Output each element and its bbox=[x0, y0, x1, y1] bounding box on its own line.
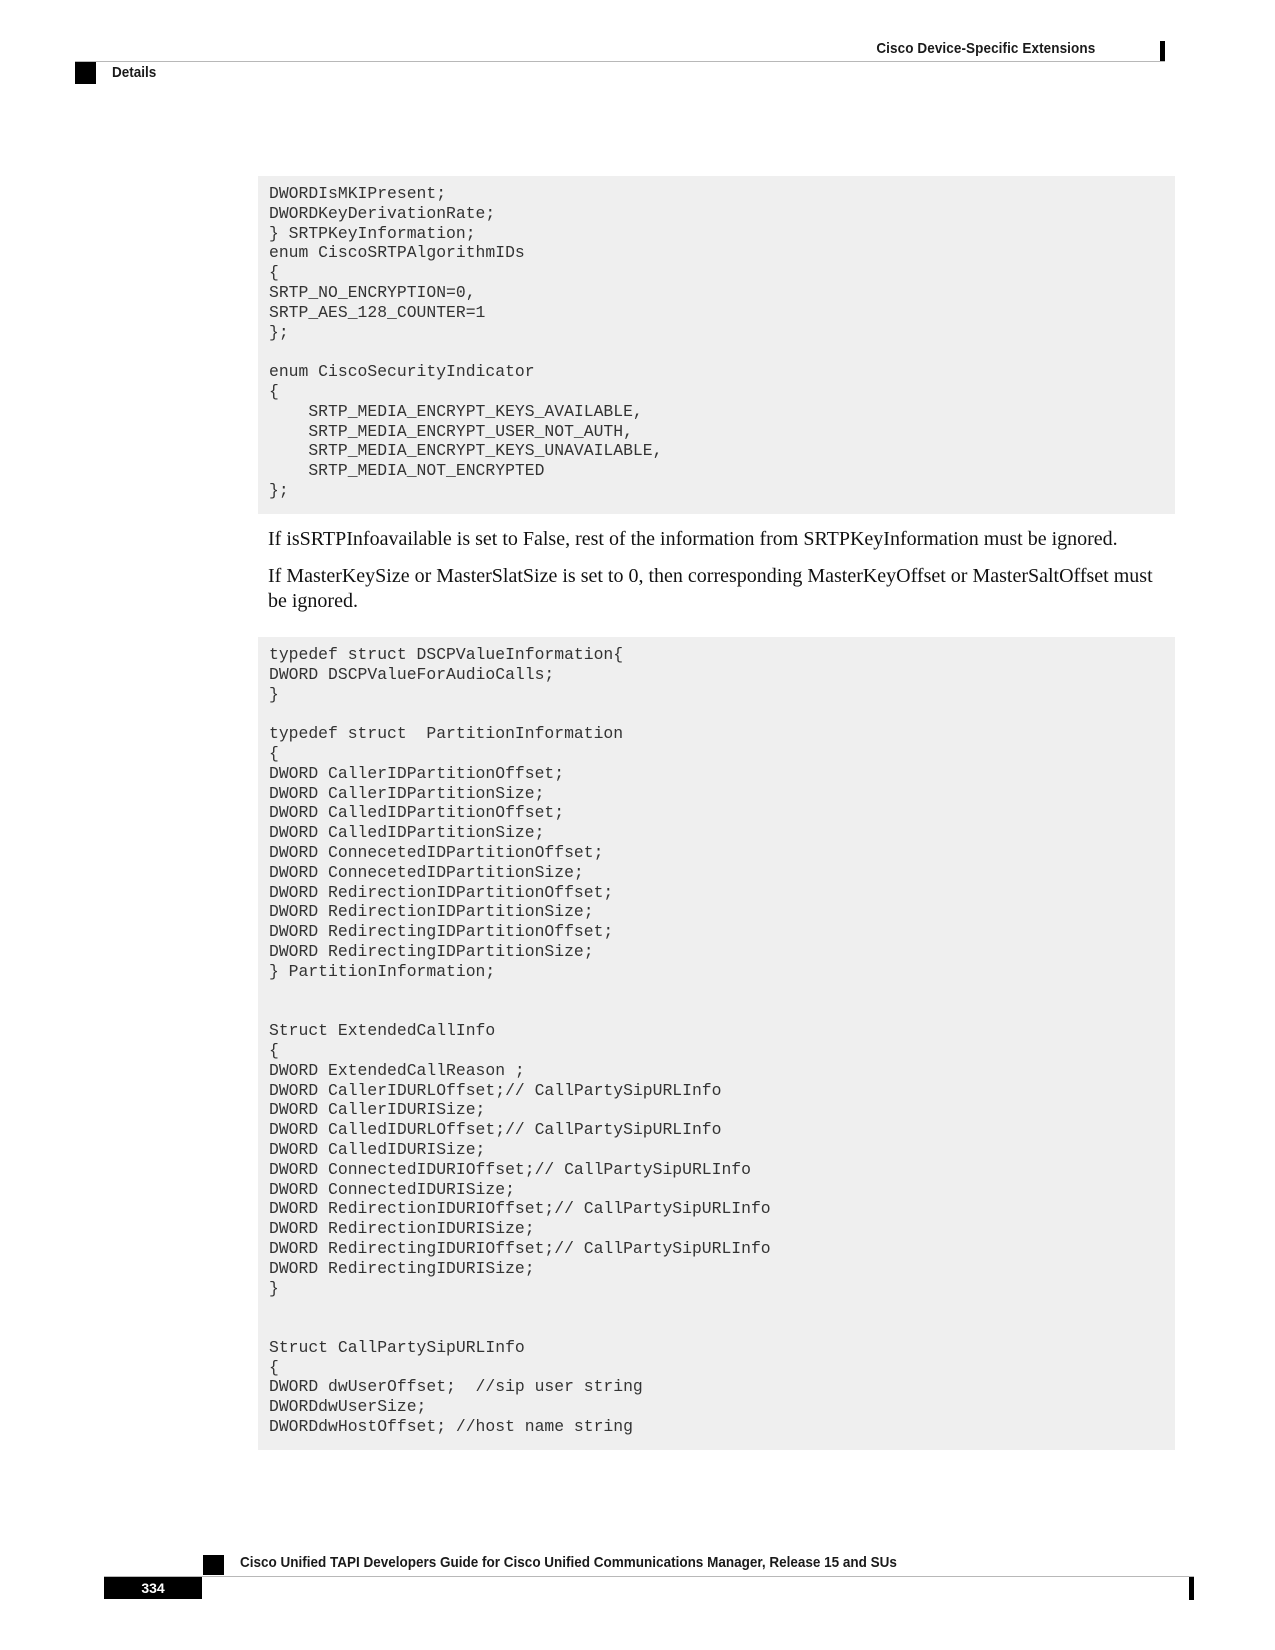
code-block-srtp bbox=[258, 176, 1175, 514]
code-line: DWORDdwUserSize; bbox=[269, 1397, 427, 1417]
code-line: } bbox=[269, 684, 279, 704]
code-line: typedef struct DSCPValueInformation{ bbox=[269, 645, 624, 664]
code-line: SRTP_MEDIA_NOT_ENCRYPTED bbox=[269, 461, 545, 481]
code-line: DWORD CallerIDURLOffset;// CallPartySipURLInfo bbox=[269, 1080, 722, 1100]
code-line: SRTP_MEDIA_ENCRYPT_KEYS_AVAILABLE, bbox=[269, 401, 643, 421]
code-line: SRTP_NO_ENCRYPTION=0, bbox=[269, 282, 476, 302]
code-line: Struct CallPartySipURLInfo bbox=[269, 1337, 525, 1357]
header-bar-marker bbox=[1160, 41, 1165, 61]
code-line: }; bbox=[269, 322, 289, 342]
code-line bbox=[269, 704, 1164, 724]
code-line: typedef struct PartitionInformation bbox=[269, 724, 624, 744]
code-line: DWORD RedirectingIDURISize; bbox=[269, 1258, 535, 1278]
code-block-structs bbox=[258, 637, 1175, 1450]
code-line: SRTP_MEDIA_ENCRYPT_KEYS_UNAVAILABLE, bbox=[269, 441, 663, 461]
code-line bbox=[269, 982, 1164, 1002]
footer-marker bbox=[203, 1555, 224, 1575]
footer-divider bbox=[104, 1576, 1194, 1577]
code-line: DWORD ConnecetedIDPartitionOffset; bbox=[269, 842, 604, 862]
code-line: DWORD CalledIDPartitionOffset; bbox=[269, 803, 565, 823]
code-line: } SRTPKeyInformation; bbox=[269, 223, 476, 243]
chapter-title: Cisco Device-Specific Extensions bbox=[876, 40, 1095, 57]
code-line: DWORD CallerIDPartitionOffset; bbox=[269, 763, 565, 783]
code-line bbox=[269, 1318, 1164, 1338]
code-line: DWORD DSCPValueForAudioCalls; bbox=[269, 664, 555, 684]
code-line bbox=[269, 1298, 1164, 1318]
code-line: { bbox=[269, 263, 279, 283]
code-line: DWORD ConnectedIDURIOffset;// CallPartySipURLInfo bbox=[269, 1159, 751, 1179]
code-line: { bbox=[269, 381, 279, 401]
code-line: DWORD ExtendedCallReason ; bbox=[269, 1060, 525, 1080]
code-line: DWORD RedirectingIDPartitionSize; bbox=[269, 941, 594, 961]
footer-bar-marker bbox=[1189, 1577, 1194, 1600]
code-line: SRTP_AES_128_COUNTER=1 bbox=[269, 302, 486, 322]
code-line: DWORD RedirectingIDURIOffset;// CallPartySipURLInfo bbox=[269, 1238, 771, 1258]
code-line: enum CiscoSecurityIndicator bbox=[269, 362, 535, 382]
section-title: Details bbox=[112, 64, 157, 81]
code-line: DWORD CallerIDURISize; bbox=[269, 1100, 486, 1120]
code-line: DWORD ConnectedIDURISize; bbox=[269, 1179, 515, 1199]
code-line bbox=[269, 342, 1164, 362]
code-line: DWORD dwUserOffset; //sip user string bbox=[269, 1377, 643, 1397]
code-line: DWORD CalledIDPartitionSize; bbox=[269, 823, 545, 843]
code-line: } PartitionInformation; bbox=[269, 961, 496, 981]
code-line: { bbox=[269, 1357, 279, 1377]
code-line: DWORD CalledIDURISize; bbox=[269, 1139, 486, 1159]
section-marker bbox=[75, 62, 96, 84]
page-number: 334 bbox=[104, 1577, 202, 1599]
code-line: { bbox=[269, 743, 279, 763]
code-line: DWORD RedirectionIDPartitionOffset; bbox=[269, 882, 614, 902]
code-line: SRTP_MEDIA_ENCRYPT_USER_NOT_AUTH, bbox=[269, 421, 633, 441]
code-line: DWORD RedirectionIDPartitionSize; bbox=[269, 902, 594, 922]
body-paragraph: If MasterKeySize or MasterSlatSize is set to 0, then corresponding MasterKeyOffset or MasterSaltOffset must be ignored. bbox=[268, 565, 1153, 612]
body-paragraph: If isSRTPInfoavailable is set to False, rest of the information from SRTPKeyInformation must be ignored. bbox=[268, 528, 1118, 550]
code-line: DWORD RedirectingIDPartitionOffset; bbox=[269, 922, 614, 942]
code-line: DWORDIsMKIPresent; bbox=[269, 184, 447, 203]
code-line: DWORDKeyDerivationRate; bbox=[269, 203, 496, 223]
code-line: DWORD RedirectionIDURISize; bbox=[269, 1219, 535, 1239]
code-line bbox=[269, 1001, 1164, 1021]
code-line: Struct ExtendedCallInfo bbox=[269, 1021, 496, 1041]
code-line: DWORD CalledIDURLOffset;// CallPartySipURLInfo bbox=[269, 1120, 722, 1140]
code-line: DWORD RedirectionIDURIOffset;// CallPartySipURLInfo bbox=[269, 1199, 771, 1219]
book-title: Cisco Unified TAPI Developers Guide for Cisco Unified Communications Manager, Release 15 and SUs bbox=[240, 1554, 897, 1571]
code-line: } bbox=[269, 1278, 279, 1298]
header-divider bbox=[75, 61, 1165, 62]
code-line: DWORDdwHostOffset; //host name string bbox=[269, 1417, 633, 1437]
code-line: { bbox=[269, 1040, 279, 1060]
code-line: enum CiscoSRTPAlgorithmIDs bbox=[269, 243, 525, 263]
code-line: DWORD ConnecetedIDPartitionSize; bbox=[269, 862, 584, 882]
code-line: }; bbox=[269, 480, 289, 500]
code-line: DWORD CallerIDPartitionSize; bbox=[269, 783, 545, 803]
